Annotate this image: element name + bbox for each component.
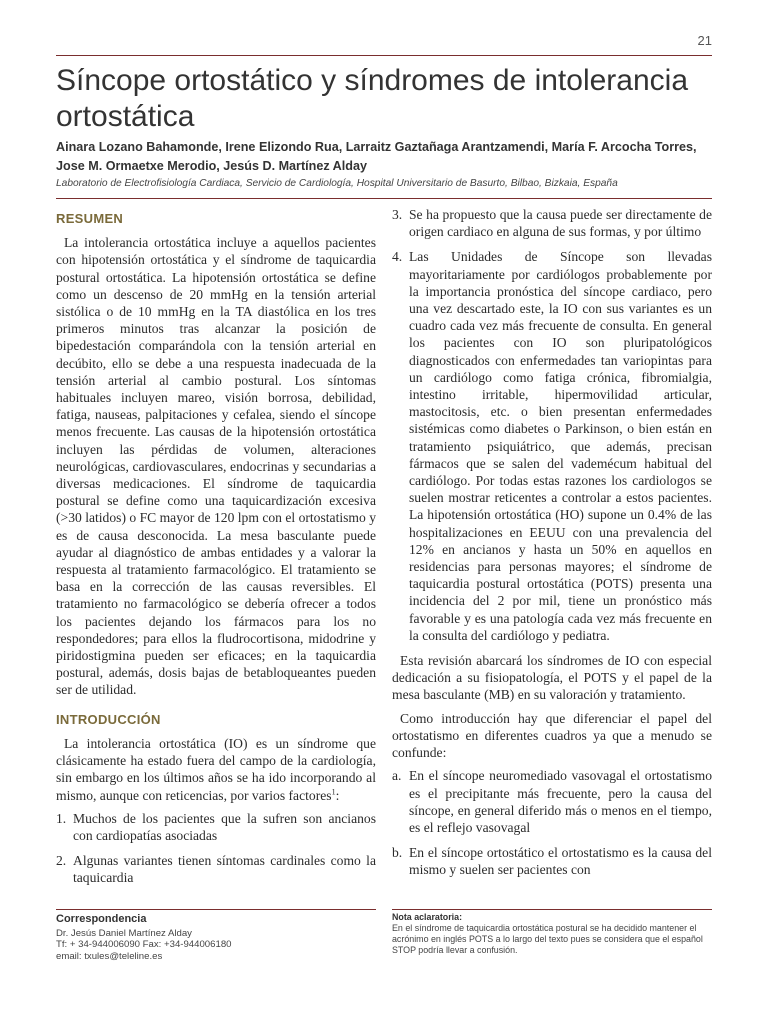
list-item-text: Se ha propuesto que la causa puede ser directamente de origen cardiaco en alguna de sus formas, y por último [409,207,712,240]
page-number: 21 [697,33,712,48]
list-item-text: Las Unidades de Síncope son llevadas mayoritariamente por cardiólogos probablemente por la importancia pronóstica del síncope cardiaco, pero una vez descartado este, la IO con sus variantes es un cuadro cada vez más frecuente de consulta. En general los pacientes con IO son pluripatológicos diagnosticados con enfermedades tan variopintas para un cardiólogo como fatiga crónica, fibromialgia, intestino irritable, hipermovilidad articular, mastocitosis, etc. o bien presentan enfermedades sistémicas como diabetes o Parkinson, o bien están en tratamiento psiquiátrico, que además, precisan fármacos que se salen del vademécum habitual del cardiólogo. Por todas estas razones los cardiologos se suelen mostrar reticentes a controlar a estos pacientes. La hipotensión ortostática (HO) supone un 0.4% de las hospitalizaciones en EEUU con una prevalencia del 12% en ancianos y hasta un 50% en aquellos en residencias para personas mayores; el síndrome de taquicardia postural ortostática (POTS) presenta una incidencia del 2 por mil, tiene un pronóstico más favorable y es una patología cada vez más frecuente en la consulta del cardiólogo y pediatra. [409,249,712,643]
list-item [392,206,712,240]
list-marker: 4. [392,249,403,265]
note-text: En el síndrome de taquicardia ortostática postural se ha decidido mantener el acrónimo en inglés POTS a lo largo del texto pues se considera que el español STOP podría llevar a confusión. [392,923,703,955]
right-column [392,206,712,887]
factors-list-continued [392,206,712,644]
resumen-heading: RESUMEN [56,211,124,226]
list-item-text: Algunas variantes tienen síntomas cardinales como la taquicardia [73,853,376,886]
correspondence-block [56,914,376,962]
factors-list [56,810,376,887]
list-item [392,248,712,644]
list-item-text: Muchos de los pacientes que la sufren son ancianos con cardiopatías asociadas [73,810,376,843]
list-item [392,767,712,836]
list-marker: 3. [392,207,403,222]
introduccion-heading: INTRODUCCIÓN [56,711,161,727]
correspondence-phone: Tf: + 34-944006090 Fax: +34-944006180 [56,939,232,951]
list-item [392,844,712,878]
orthostatism-paragraph: Como introducción hay que diferenciar el papel del ortostatismo en diferentes cuadros ya que a menudo se confunde: [392,710,712,761]
clarifying-note [392,912,716,956]
intro-paragraph [56,735,376,804]
list-item [56,810,376,844]
left-column [56,206,376,895]
list-marker: a. [392,768,402,784]
author-list: Ainara Lozano Bahamonde, Irene Elizondo Rua, Larraitz Gaztañaga Arantzamendi, María F. Arcocha Torres, Jose M. Ormaetxe Merodio, Jesús D. Martínez Alday [56,140,697,173]
orthostatism-list [392,767,712,878]
list-item-text: En el síncope ortostático el ortostatismo es la causa del mismo y suelen ser pacientes con [409,845,712,878]
note-title: Nota aclaratoria: [392,912,463,922]
footer-rule-right [392,909,712,910]
list-item [56,852,376,886]
correspondence-title: Correspondencia [56,913,147,925]
resumen-text: La intolerancia ortostática incluye a aquellos pacientes con hipotensión ortostática y el síndrome de taquicardia postural ortostática. La hipotensión ortostática se define como un descenso de 20 mmHg en la tensión arterial sistólica o de 10 mmHg en la TA diastólica en los tres primeros minutos tras alcanzar la posición de bipedestación comparándola con la tensión arterial en decúbito, ello se debe a una respuesta inadecuada de la tensión arterial al cambio postural. Los síntomas habituales incluyen mareo, visión borrosa, debilidad, fatiga, nauseas, palpitaciones y cefalea, siendo el síncope menos frecuente. Las causas de la hipotensión ortostática incluyen las pérdidas de volumen, alteraciones neurológicas, cardiovasculares, endocrinas y secundarias a diversas medicaciones. El síndrome de taquicardia postural se define como una taquicardización excesiva (>30 latidos) o FC mayor de 120 lpm con el ortostatismo y es de causa desconocida. La mesa basculante puede ayudar al diagnóstico de ambas entidades y a valorar la respuesta al tratamiento farmacológico. El tratamiento se basa en la corrección de las causas reversibles. El tratamiento no farmacológico se debería ofrecer a todos los pacientes dejando los fármacos para los no respondedores; para ellos la fludrocortisona, midodrine y piridostigmina pueden ser eficaces; en la taquicardia postural, además, dosis bajas de betabloqueantes pueden ser de utilidad. [56,235,376,698]
intro-text-end: : [335,787,340,803]
top-rule [56,55,712,56]
header-rule [56,198,712,199]
list-marker: b. [392,845,403,861]
correspondence-email[interactable]: email: txules@teleline.es [56,950,163,962]
review-scope-paragraph: Esta revisión abarcará los síndromes de IO con especial dedicación a su fisiopatología, el POTS y el papel de la mesa basculante (MB) en su valoración y tratamiento. [392,653,712,703]
citation-1[interactable]: 1 [331,786,336,796]
footer-rule-left [56,909,376,910]
intro-text: La intolerancia ortostática (IO) es un síndrome que clásicamente ha estado fuera del campo de la cardiología, sin embargo en los últimos años se ha ido incorporando al mismo, aunque con reticencias, por varios factores [56,735,376,803]
list-marker: 2. [56,853,67,869]
list-item-text: En el síncope neuromediado vasovagal el ortostatismo es el precipitante más frecuente, pero la causa del síncope, en general diferido más o menos en el tiempo, es el reflejo vasovagal [409,768,712,835]
list-marker: 1. [56,810,67,826]
correspondence-name: Dr. Jesús Daniel Martínez Alday [56,927,192,939]
affiliation: Laboratorio de Electrofisiología Cardiaca, Servicio de Cardiología, Hospital Universitario de Basurto, Bilbao, Bizkaia, España [56,178,618,189]
article-title: Síncope ortostático y síndromes de intolerancia ortostática [56,64,689,133]
